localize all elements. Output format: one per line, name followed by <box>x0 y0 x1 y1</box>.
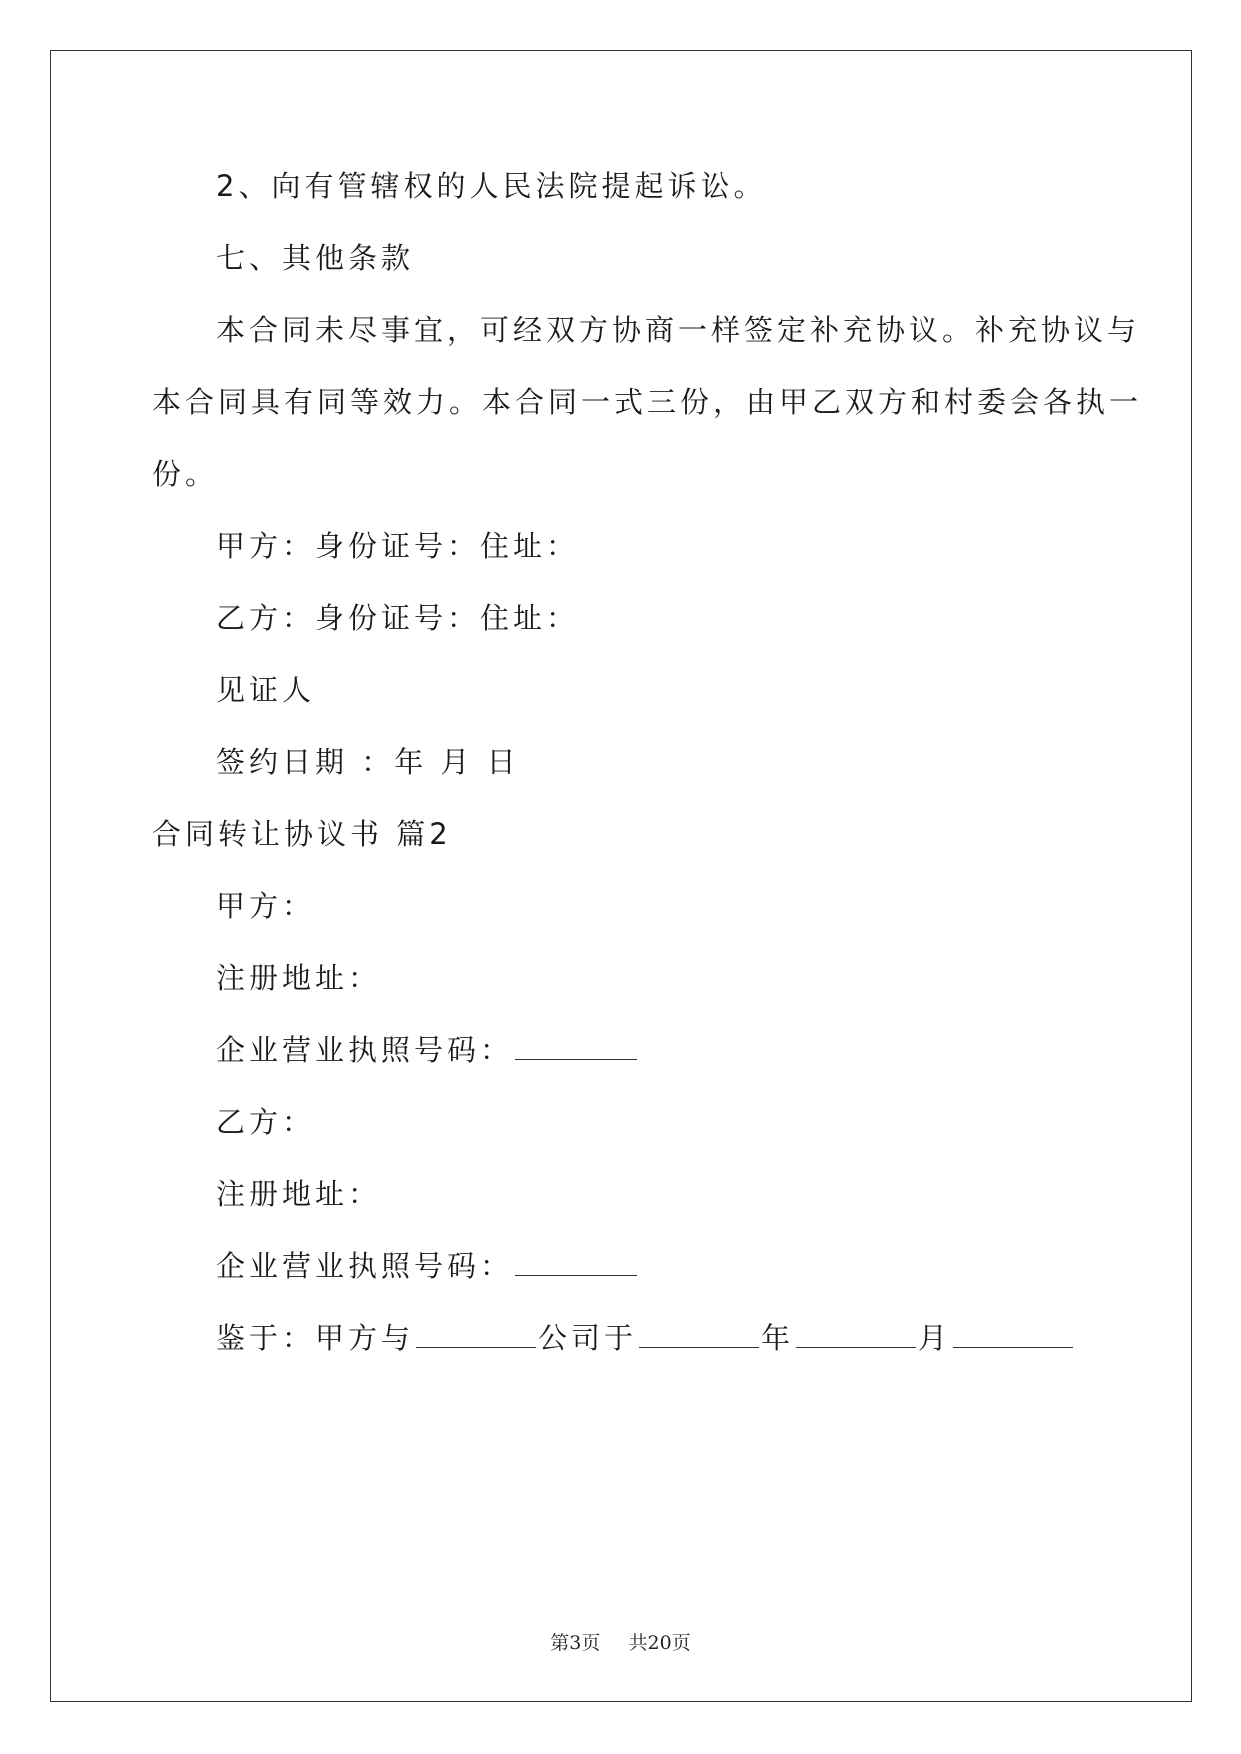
whereas-line <box>152 1318 1092 1358</box>
paragraph-line: 本合同具有同等效力。本合同一式三份，由甲乙双方和村委会各执一 <box>152 385 1143 419</box>
license-label: 企业营业执照号码： <box>216 1249 514 1283</box>
license-number-a <box>152 1030 1092 1070</box>
party-b-line: 乙方：身份证号：住址： <box>216 601 580 635</box>
blank-field <box>639 1319 759 1348</box>
registered-address-b: 注册地址： <box>216 1177 382 1211</box>
paragraph-line: 份。 <box>152 457 219 491</box>
whereas-text: 公司于 <box>538 1321 638 1355</box>
section-heading: 七、其他条款 <box>216 241 415 275</box>
clause-line: 2、向有管辖权的人民法院提起诉讼。 <box>216 169 767 203</box>
blank-field <box>416 1319 536 1348</box>
witness-line: 见证人 <box>216 673 316 707</box>
party-b-label: 乙方： <box>216 1105 316 1139</box>
license-number-b <box>152 1246 1092 1286</box>
registered-address-a: 注册地址： <box>216 961 382 995</box>
document-title: 合同转让协议书 篇2 <box>152 817 452 851</box>
whereas-text: 鉴于：甲方与 <box>216 1321 415 1355</box>
party-a-line: 甲方：身份证号：住址： <box>216 529 580 563</box>
blank-field <box>515 1031 637 1060</box>
whereas-text: 月 <box>918 1321 952 1355</box>
blank-field <box>515 1247 637 1276</box>
license-label: 企业营业执照号码： <box>216 1033 514 1067</box>
document-body <box>152 166 1143 1358</box>
paragraph-line: 本合同未尽事宜，可经双方协商一样签定补充协议。补充协议与 <box>216 313 1141 347</box>
blank-field <box>796 1319 916 1348</box>
page-number: 第3页 <box>550 1632 601 1654</box>
party-a-label: 甲方： <box>216 889 316 923</box>
sign-date-line: 签约日期 ：年 月 日 <box>216 745 520 779</box>
page-footer <box>0 1628 1241 1655</box>
whereas-text: 年 <box>761 1321 795 1355</box>
blank-field <box>953 1319 1073 1348</box>
page-total: 共20页 <box>628 1632 691 1654</box>
